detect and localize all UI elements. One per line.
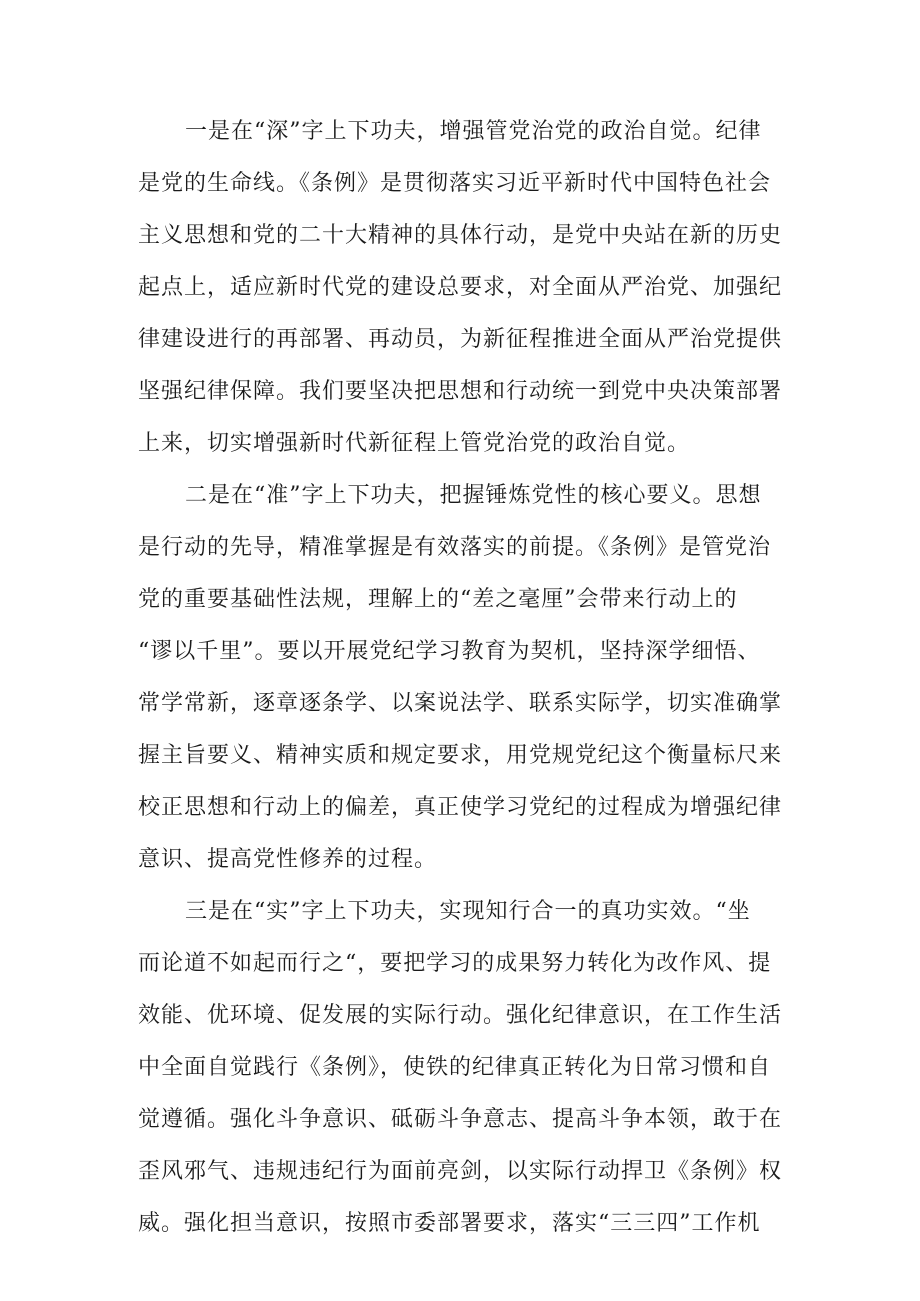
text-line: 握主旨要义、精神实质和规定要求，用党规党纪这个衡量标尺来 (138, 743, 783, 768)
text-line: 三是在“实”字上下功夫，实现知行合一的真功实效。“坐 (185, 899, 751, 924)
text-line: 意识、提高党性修养的过程。 (138, 847, 438, 872)
text-line: 是行动的先导，精准掌握是有效落实的前提。《条例》是管党治 (138, 535, 772, 560)
text-line: 上来，切实增强新时代新征程上管党治党的政治自觉。 (138, 431, 691, 456)
text-line: 一是在“深”字上下功夫，增强管党治党的政治自觉。纪律 (185, 119, 762, 144)
text-line: 效能、优环境、促发展的实际行动。强化纪律意识，在工作生活 (138, 1003, 783, 1028)
text-line: 坚强纪律保障。我们要坚决把思想和行动统一到党中央决策部署 (138, 379, 783, 404)
text-line: 党的重要基础性法规，理解上的“差之毫厘”会带来行动上的 (138, 587, 738, 612)
text-line: 校正思想和行动上的偏差，真正使学习党纪的过程成为增强纪律 (138, 795, 783, 820)
text-line: 起点上，适应新时代党的建设总要求，对全面从严治党、加强纪 (138, 275, 783, 300)
text-line: 主义思想和党的二十大精神的具体行动，是党中央站在新的历史 (138, 223, 783, 248)
text-line: 中全面自觉践行《条例》，使铁的纪律真正转化为日常习惯和自 (138, 1055, 772, 1080)
text-line: 而论道不如起而行之“，要把学习的成果努力转化为改作风、提 (138, 951, 772, 976)
text-line: 常学常新，逐章逐条学、以案说法学、联系实际学，切实准确掌 (138, 691, 783, 716)
text-line: 二是在“准”字上下功夫，把握锤炼党性的核心要义。思想 (185, 483, 762, 508)
text-line: “谬以千里”。要以开展党纪学习教育为契机，坚持深学细悟、 (138, 639, 761, 664)
text-line: 威。强化担当意识，按照市委部署要求，落实“三三四”工作机 (138, 1211, 761, 1236)
text-line: 律建设进行的再部署、再动员，为新征程推进全面从严治党提供 (138, 327, 783, 352)
text-line: 歪风邪气、违规违纪行为面前亮剑，以实际行动捍卫《条例》权 (138, 1159, 783, 1184)
text-line: 觉遵循。强化斗争意识、砥砺斗争意志、提高斗争本领，敢于在 (138, 1107, 783, 1132)
text-line: 是党的生命线。《条例》是贯彻落实习近平新时代中国特色社会 (138, 171, 772, 196)
